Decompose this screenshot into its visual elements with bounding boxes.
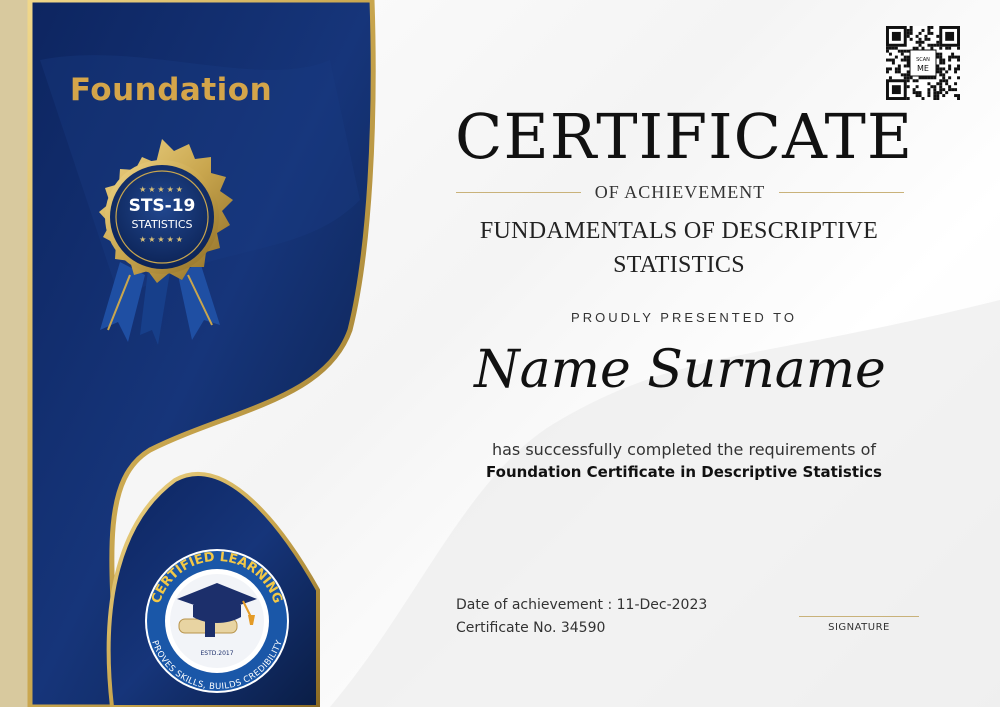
presented-to-label: PROUDLY PRESENTED TO <box>571 310 797 325</box>
seal-estd: ESTD.2017 <box>200 650 234 657</box>
seal-text <box>145 549 289 693</box>
seal-bottom-text: PROVES SKILLS, BUILDS CREDIBILITY <box>149 639 285 693</box>
completion-text: has successfully completed the requirements of <box>491 440 877 459</box>
badge-text <box>102 185 222 244</box>
qr-scan-label: SCAN <box>916 57 930 63</box>
certificate-subtitle: OF ACHIEVEMENT <box>594 181 766 202</box>
subtitle-rule-right <box>779 192 904 193</box>
subtitle-rule-left <box>456 192 581 193</box>
qr-me-label: ME <box>917 64 929 73</box>
badge-stars-top: ★★★★★ <box>139 185 185 194</box>
svg-text:CERTIFIED LEARNING <box>149 550 285 606</box>
signature-label: SIGNATURE <box>828 622 890 633</box>
recipient-name: Name Surname <box>474 340 886 400</box>
subtitle-row <box>456 180 904 204</box>
certificate-title: CERTIFICATE <box>455 100 914 173</box>
badge-code: STS-19 <box>128 196 196 216</box>
level-label: Foundation <box>69 72 273 108</box>
signature-line <box>799 616 919 617</box>
qr-code-icon[interactable] <box>886 26 960 100</box>
badge-stars-bottom: ★★★★★ <box>139 235 185 244</box>
seal-top-text: CERTIFIED LEARNING <box>148 549 286 606</box>
svg-text:PROVES SKILLS, BUILDS CREDIBIL <box>149 638 285 692</box>
achievement-date: Date of achievement : 11-Dec-2023 <box>456 597 708 613</box>
program-name: Foundation Certificate in Descriptive Statistics <box>486 463 882 481</box>
certificate-number: Certificate No. 34590 <box>456 620 606 636</box>
course-title: FUNDAMENTALS OF DESCRIPTIVE STATISTICS <box>479 218 879 278</box>
badge-subject: STATISTICS <box>131 218 193 231</box>
